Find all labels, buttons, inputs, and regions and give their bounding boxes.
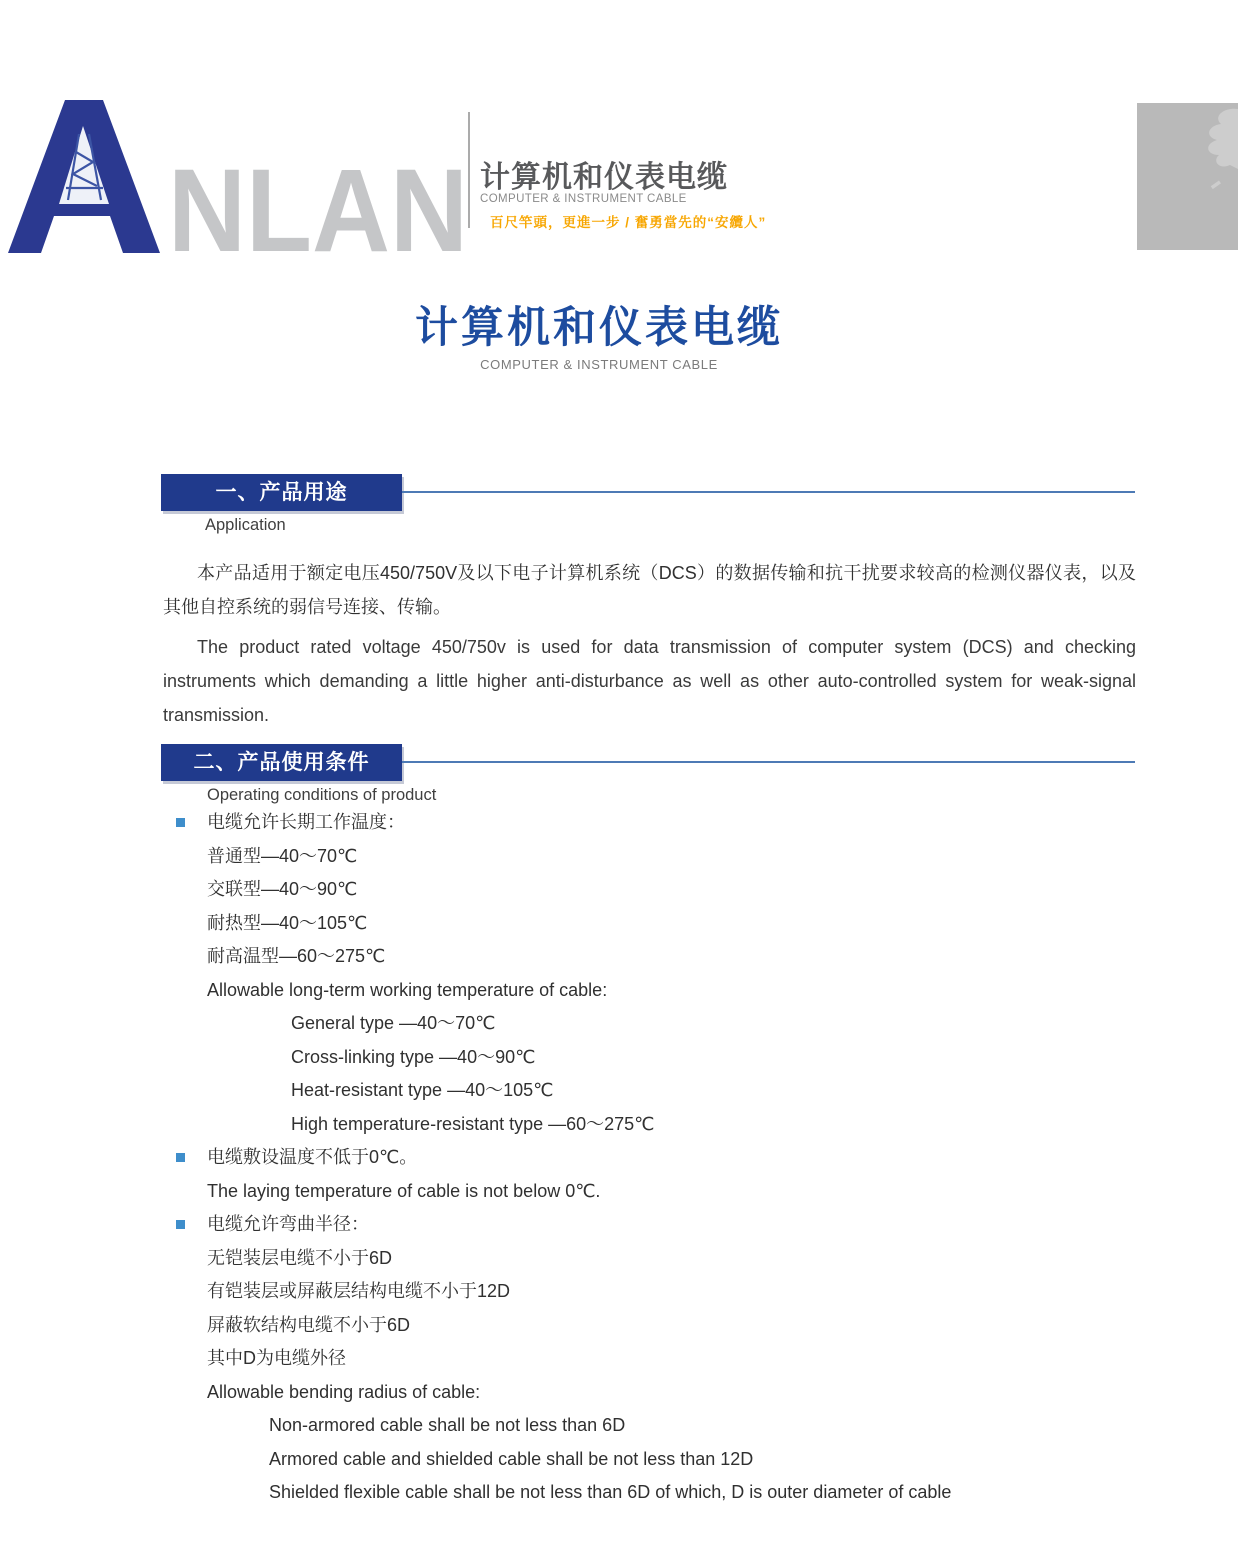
header-product-title-cn: 计算机和仪表电缆 [480, 161, 728, 194]
condition-line [163, 1175, 1143, 1209]
header-divider [468, 112, 470, 228]
condition-text: 屏蔽软结构电缆不小于6D [207, 1314, 411, 1335]
condition-text: 耐高温型—60～275℃ [207, 946, 386, 966]
section-1-heading-en: Application [205, 516, 286, 534]
condition-line [163, 1108, 1143, 1142]
condition-line [163, 907, 1143, 941]
condition-text: 无铠装层电缆不小于6D [207, 1247, 393, 1268]
header-product-title-en: COMPUTER & INSTRUMENT CABLE [480, 193, 687, 205]
condition-line [163, 840, 1143, 874]
condition-text: Allowable long-term working temperature of cable: [207, 979, 608, 1000]
condition-line [163, 940, 1143, 974]
bullet-square-icon [176, 818, 185, 827]
condition-text: 交联型—40～90℃ [207, 879, 358, 899]
condition-text: Shielded flexible cable shall be not less than 6D of which, D is outer diameter of cable [269, 1482, 952, 1502]
condition-text: 有铠装层或屏蔽层结构电缆不小于12D [207, 1281, 511, 1301]
condition-line [163, 1007, 1143, 1041]
condition-line [163, 1476, 1143, 1510]
application-paragraph-en: The product rated voltage 450/750v is used for data transmission of computer system (DCS) and checking instruments which demanding a little higher anti-disturbance as well as other auto-controlled system for weak-signal transmission. [163, 637, 1136, 725]
application-paragraph-cn: 本产品适用于额定电压450/750V及以下电子计算机系统（DCS）的数据传输和抗干扰要求较高的检测仪器仪表，以及其他自控系统的弱信号连接、传输。 [163, 563, 1136, 617]
condition-line [163, 1242, 1143, 1276]
condition-text: 电缆允许长期工作温度： [207, 812, 405, 832]
condition-text: Cross-linking type —40～90℃ [291, 1046, 536, 1067]
condition-line [163, 1409, 1143, 1443]
bullet-square-icon [176, 1220, 185, 1229]
logo-graphic [8, 100, 478, 255]
condition-line [163, 1074, 1143, 1108]
condition-text: 普通型—40～70℃ [207, 845, 358, 866]
condition-line [163, 1342, 1143, 1376]
condition-text: 电缆允许弯曲半径： [207, 1214, 369, 1234]
anlan-logo [8, 100, 478, 255]
page-title-en: COMPUTER & INSTRUMENT CABLE [480, 357, 718, 372]
conditions-list [163, 806, 1143, 1510]
section-1-heading: 一、产品用途 [161, 474, 402, 511]
condition-text: 电缆敷设温度不低于0℃。 [207, 1147, 418, 1167]
condition-line [163, 806, 1143, 840]
section-1-rule [402, 491, 1135, 493]
condition-text: 耐热型—40～105℃ [207, 912, 368, 933]
header-slogan: 百尺竿頭，更進一步 / 奮勇當先的“安纜人” [490, 215, 767, 230]
condition-text: Non-armored cable shall be not less than 6D [269, 1415, 626, 1435]
page-title-cn: 计算机和仪表电缆 [415, 304, 783, 352]
condition-line [163, 1041, 1143, 1075]
corner-decoration [1137, 103, 1238, 250]
section-2-heading-en: Operating conditions of product [207, 786, 437, 804]
condition-text: General type —40～70℃ [291, 1013, 496, 1033]
condition-line [163, 1443, 1143, 1477]
condition-text: Armored cable and shielded cable shall be not less than 12D [269, 1448, 754, 1469]
condition-text: 其中D为电缆外径 [207, 1348, 346, 1368]
logo-text: NLAN [168, 145, 468, 255]
condition-text: High temperature-resistant type —60～275℃ [291, 1113, 655, 1134]
application-paragraphs [163, 556, 1136, 732]
condition-line [163, 1141, 1143, 1175]
logo-a-mark [8, 100, 160, 253]
condition-line [163, 873, 1143, 907]
condition-text: The laying temperature of cable is not below 0℃. [207, 1180, 601, 1201]
condition-line [163, 1275, 1143, 1309]
condition-line [163, 1309, 1143, 1343]
condition-line [163, 974, 1143, 1008]
condition-line [163, 1208, 1143, 1242]
section-2-heading: 二、产品使用条件 [161, 744, 402, 781]
condition-line [163, 1376, 1143, 1410]
condition-text: Allowable bending radius of cable: [207, 1381, 481, 1402]
bullet-square-icon [176, 1153, 185, 1162]
condition-text: Heat-resistant type —40～105℃ [291, 1080, 554, 1100]
leaf-icon [1137, 103, 1238, 250]
section-2-rule [402, 761, 1135, 763]
